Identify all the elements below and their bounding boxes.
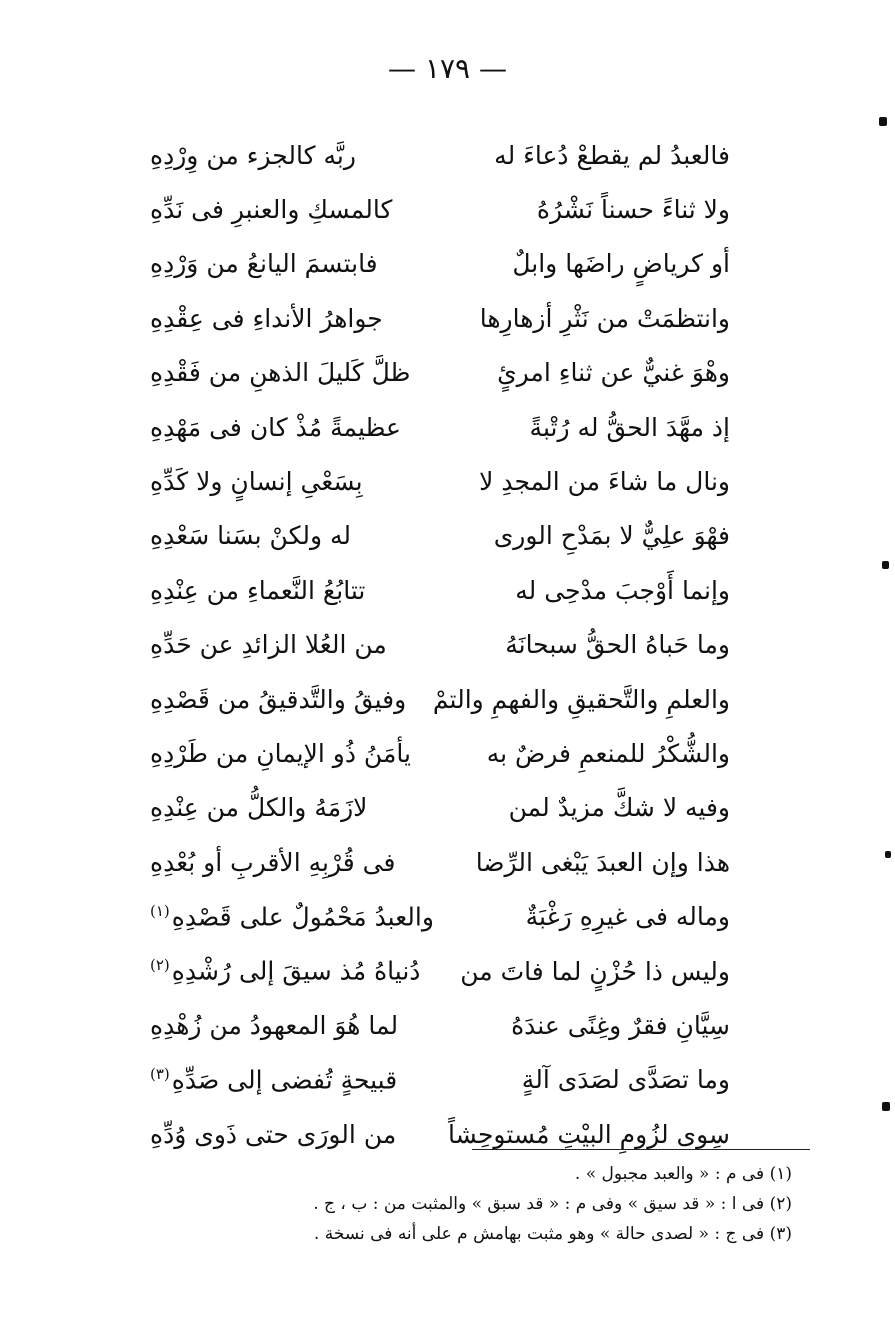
footnote-item: (٣) فى ج : « لصدى حالة » وهو مثبت بهامش م على أنه فى نسخة . [313,1224,792,1244]
verse-line [150,454,730,508]
verse-second-hemistich-wrapper [150,1065,435,1095]
footnote-reference: (٣) [150,1065,170,1084]
verse-second-hemistich-wrapper [150,140,435,170]
verse-line [150,889,730,943]
verse-second-hemistich-wrapper [150,249,435,279]
verse-second-hemistich: جواهرُ الأنداءِ فى عِقْدِهِ [150,303,383,333]
verse-line [150,346,730,400]
verse-second-hemistich: فى قُرْبِهِ الأقربِ أو بُعْدِهِ [150,847,396,877]
verse-second-hemistich-wrapper [150,575,435,605]
verse-first-hemistich: وليس ذا حُزْنٍ لما فاتَ من [460,956,730,986]
verse-second-hemistich-wrapper [150,358,435,388]
footnote-item: (١) فى م : « والعبد مجبول » . [574,1164,792,1184]
verse-first-hemistich: وانتظمَتْ من نَثْرِ أزهارِها [479,303,730,333]
verse-line [150,672,730,726]
verse-second-hemistich: من الورَى حتى ذَوى وُدِّهِ [150,1119,397,1149]
verse-second-hemistich-wrapper [150,793,435,823]
footnote-item: (٢) فى ا : « قد سيق » وفى م : « قد سبق » والمثبت من : ب ، ج . [313,1194,792,1214]
verse-line [150,618,730,672]
verse-first-hemistich: وفيه لا شكَّ مزيدٌ لمن [508,793,730,823]
verse-second-hemistich: كالمسكِ والعنبرِ فى نَدِّهِ [150,195,393,225]
verse-first-hemistich: ولا ثناءً حسناً نَشْرُهُ [536,195,730,225]
verse-second-hemistich: عظيمةً مُذْ كان فى مَهْدِهِ [150,412,401,442]
verse-line [150,237,730,291]
verse-second-hemistich-wrapper [150,902,435,932]
verse-second-hemistich: فابتسمَ اليانعُ من وَرْدِهِ [150,249,378,279]
poem-verses [150,128,730,1161]
verse-first-hemistich: أو كرياضٍ راضَها وابلٌ [512,249,730,279]
verse-first-hemistich: فهْوَ علِيٌّ لا بمَدْحِ الورى [493,521,730,551]
verse-line [150,726,730,780]
verse-line [150,1053,730,1107]
verse-first-hemistich: ونال ما شاءَ من المجدِ لا [479,467,730,497]
verse-second-hemistich: يأمَنُ ذُو الإيمانِ من طَرْدِهِ [150,738,411,768]
verse-line [150,781,730,835]
margin-mark [885,851,891,858]
verse-second-hemistich: تتابُعُ النَّعماءِ من عِنْدِهِ [150,575,366,605]
verse-second-hemistich-wrapper [150,412,435,442]
footnote-reference: (٢) [150,956,170,975]
verse-line [150,291,730,345]
verse-second-hemistich: دُنياهُ مُذ سيقَ إلى رُشْدِهِ [171,956,421,986]
verse-first-hemistich: سِوى لزُومِ البيْتِ مُستوحِشاً [448,1119,730,1149]
footnote-divider [472,1149,810,1150]
verse-line [150,400,730,454]
verse-second-hemistich-wrapper [150,195,435,225]
verse-second-hemistich-wrapper [150,467,435,497]
verse-second-hemistich-wrapper [150,847,435,877]
verse-line [150,563,730,617]
verse-first-hemistich: والشُّكْرُ للمنعمِ فرضٌ به [486,738,730,768]
footnotes [150,1159,792,1249]
verse-first-hemistich: هذا وإن العبدَ يَبْغى الرِّضا [475,847,730,877]
verse-second-hemistich-wrapper [150,521,435,551]
verse-second-hemistich: ظلَّ كَليلَ الذهنِ من فَقْدِهِ [150,358,411,388]
verse-second-hemistich: لازَمَهُ والكلُّ من عِنْدِهِ [150,793,368,823]
verse-line [150,509,730,563]
verse-second-hemistich-wrapper [150,1119,435,1149]
verse-second-hemistich-wrapper [150,956,435,986]
verse-second-hemistich: ربَّه كالجزء من وِرْدِهِ [150,140,356,170]
verse-second-hemistich-wrapper [150,1010,435,1040]
verse-first-hemistich: سِيَّانِ فقرٌ وغِنًى عندَهُ [511,1010,730,1040]
verse-second-hemistich-wrapper [150,684,435,714]
margin-mark [882,561,889,569]
verse-second-hemistich-wrapper [150,738,435,768]
verse-second-hemistich: وفيقُ والتَّدقيقُ من قَصْدِهِ [150,684,407,714]
margin-mark [882,1102,890,1111]
margin-mark [879,117,887,126]
verse-second-hemistich: له ولكنْ بسَنا سَعْدِهِ [150,521,352,551]
verse-line [150,128,730,182]
verse-line [150,182,730,236]
verse-first-hemistich: وهْوَ غنيٌّ عن ثناءِ امرئٍ [497,358,730,388]
verse-first-hemistich: وما تصَدَّى لصَدَى آلةٍ [521,1065,730,1095]
verse-line [150,998,730,1052]
verse-first-hemistich: والعلمِ والتَّحقيقِ والفهمِ والتمْ [432,684,730,714]
verse-second-hemistich: بِسَعْىِ إنسانٍ ولا كَدِّهِ [150,467,363,497]
page-number: — ١٧٩ — [388,52,507,85]
verse-line [150,835,730,889]
footnote-reference: (١) [150,902,170,920]
verse-line [150,944,730,998]
verse-second-hemistich: قبيحةٍ تُفضى إلى صَدِّهِ [171,1065,398,1095]
verse-second-hemistich-wrapper [150,630,435,660]
verse-first-hemistich: وماله فى غيرِهِ رَغْبَةٌ [525,902,730,932]
verse-first-hemistich: فالعبدُ لم يقطعْ دُعاءَ له [494,140,730,170]
verse-first-hemistich: إذ مهَّدَ الحقُّ له رُتْبةً [529,412,730,442]
verse-first-hemistich: وإنما أَوْجبَ مدْحِى له [515,575,730,605]
verse-line [150,1107,730,1161]
verse-first-hemistich: وما حَباهُ الحقُّ سبحانَهُ [505,630,730,660]
verse-second-hemistich: والعبدُ مَحْمُولٌ على قَصْدِهِ [171,902,434,932]
verse-second-hemistich: لما هُوَ المعهودُ من زُهْدِهِ [150,1010,399,1040]
verse-second-hemistich: من العُلا الزائدِ عن حَدِّهِ [150,630,387,660]
verse-second-hemistich-wrapper [150,303,435,333]
